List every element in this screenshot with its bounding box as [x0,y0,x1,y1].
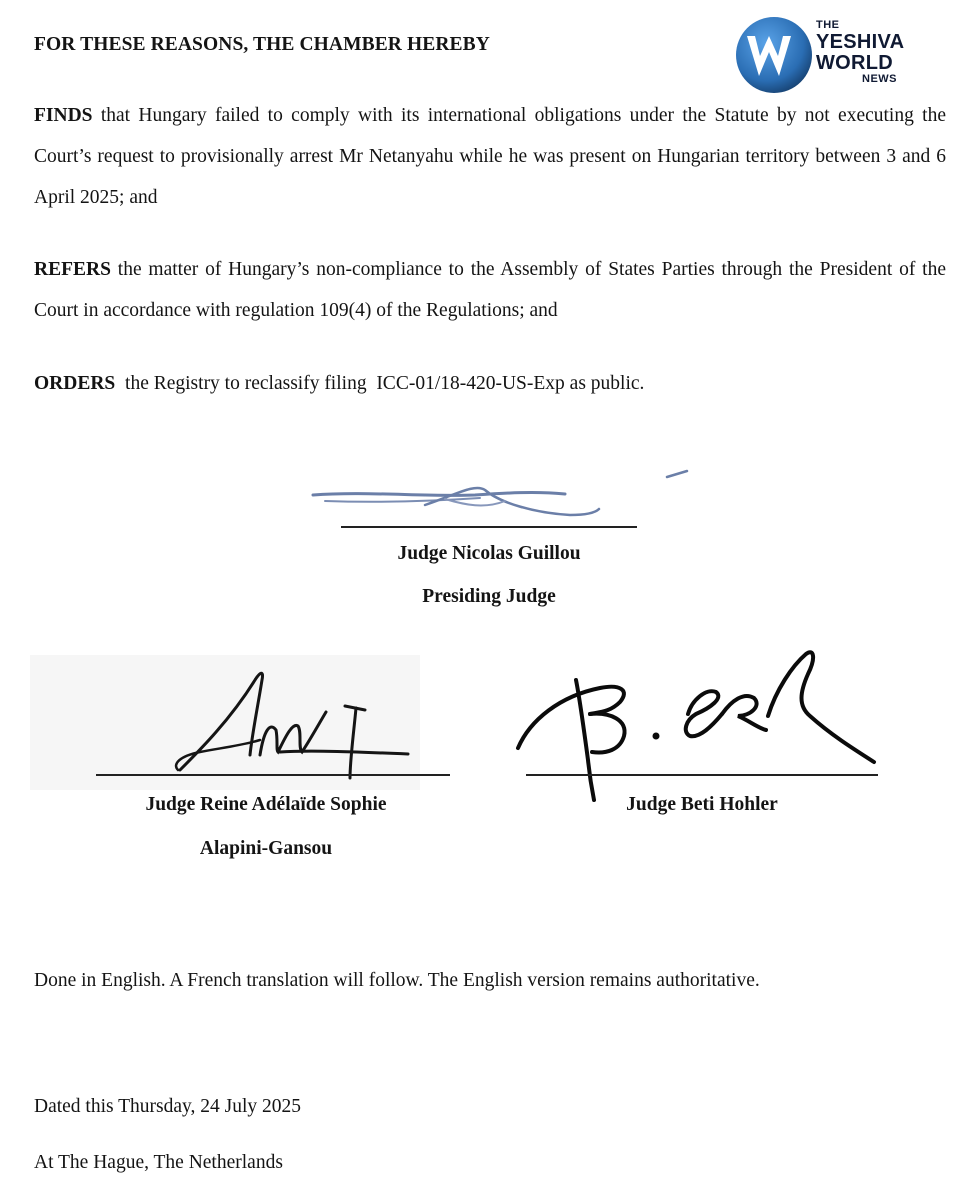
refers-paragraph [34,249,946,331]
logo-wordmark [816,20,904,85]
signature-line-presiding [341,526,637,528]
orders-text: the Registry to reclassify filing ICC-01/18-420-US-Exp as public. [115,373,645,394]
presiding-judge-name: Judge Nicolas Guillou [397,543,581,564]
finds-paragraph [34,95,946,218]
logo-news: NEWS [862,73,897,85]
finds-lead: FINDS [34,105,93,126]
language-note: Done in English. A French translation will follow. The English version remains authoritative. [34,970,760,991]
logo-yeshiva: YESHIVA [816,31,905,53]
right-judge-name: Judge Beti Hohler [626,794,778,815]
presiding-judge-role: Presiding Judge [422,586,556,607]
refers-text: the matter of Hungary’s non-compliance to the Assembly of States Parties through the President of the Court in accordance with regulation 109(4) of the Regulations; and [34,259,946,321]
section-heading: FOR THESE REASONS, THE CHAMBER HEREBY [34,34,490,55]
logo-the: THE [816,19,840,31]
signature-hohler [510,640,890,820]
signature-line-right [526,774,878,776]
left-judge-name-line2: Alapini-Gansou [199,838,333,859]
globe-w-icon [733,14,815,96]
finds-text: that Hungary failed to comply with its international obligations under the Statute by not executing the Court’s request to provisionally arrest Mr Netanyahu while he was present on Hungarian territory between 3 and 6 April 2025; and [34,105,946,208]
signature-alapini-gansou [160,660,420,790]
signature-line-left [96,774,450,776]
refers-lead: REFERS [34,259,111,280]
signature-guillou [305,465,705,535]
place-line: At The Hague, The Netherlands [34,1152,283,1173]
date-line: Dated this Thursday, 24 July 2025 [34,1096,302,1117]
logo-world: WORLD [816,52,894,74]
left-judge-name-line1: Judge Reine Adélaïde Sophie [145,794,387,815]
orders-lead: ORDERS [34,373,116,394]
orders-paragraph [34,363,946,404]
